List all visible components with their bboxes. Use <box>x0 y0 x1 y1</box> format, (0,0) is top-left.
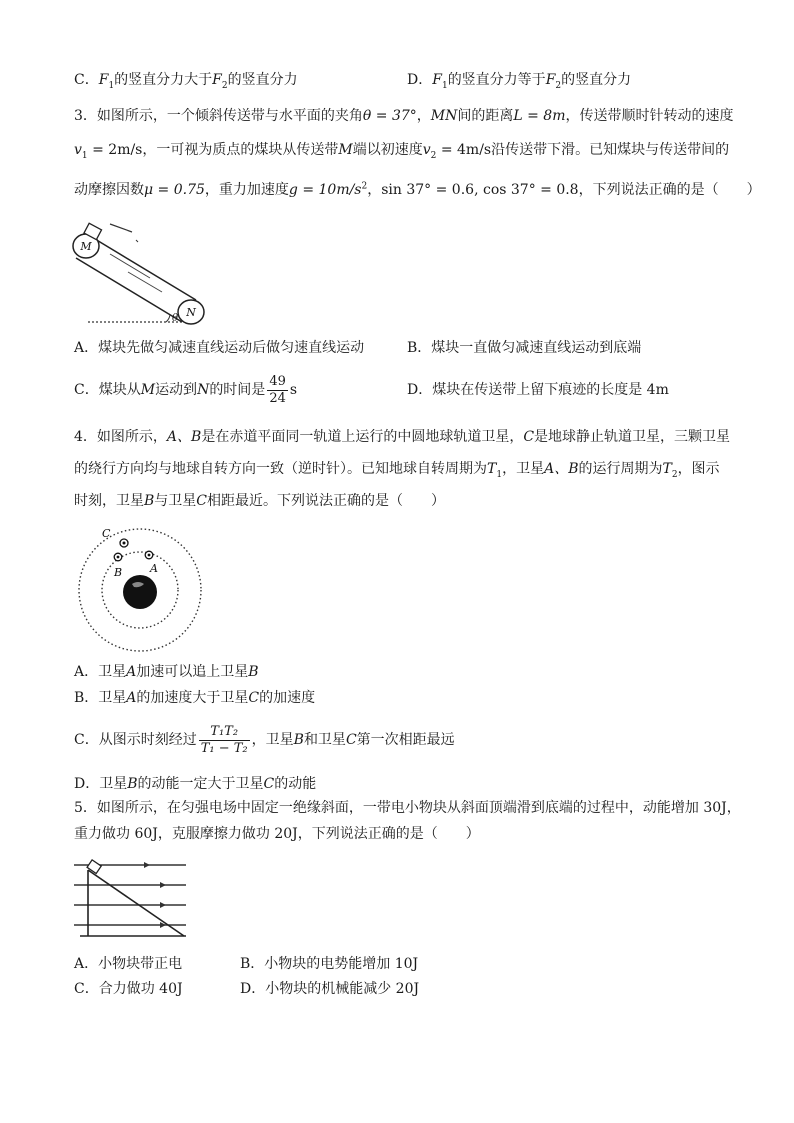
q5-option-b[interactable]: B．小物块的电势能增加 10J <box>240 956 419 972</box>
q4-stem-line3: 时刻，卫星B与卫星C相距最近。下列说法正确的是（ ） <box>74 493 446 509</box>
q3-conveyor-figure <box>70 222 220 328</box>
q3-label-m: M <box>80 240 92 253</box>
q4-option-d[interactable]: D．卫星B的动能一定大于卫星C的动能 <box>74 776 317 792</box>
q3-belt-bottom <box>76 258 182 322</box>
q4-option-c-fraction: $\frac{\text{T₁T₂}}{\text{T₁ − T₂}}$ <box>200 723 248 756</box>
q5-stem-line2: 重力做功 60J，克服摩擦力做功 20J，下列说法正确的是（ ） <box>74 826 480 842</box>
q3-stem-line2: $v_1 = 2m/s$，一可视为质点的煤块从传送带M端以初速度$v_2 = 4m/s$沿传送带下滑。已知煤块与传送带间的 <box>74 142 730 161</box>
q5-field-lines <box>74 865 186 925</box>
q3-option-a[interactable]: A．煤块先做匀减速直线运动后做匀速直线运动 <box>74 340 365 356</box>
q2-option-d[interactable]: D．$F_1$的竖直分力等于$F_2$的竖直分力 <box>407 72 632 91</box>
q4-orbit-figure <box>72 524 212 652</box>
q3-hint-line <box>110 224 132 232</box>
q3-option-b[interactable]: B．煤块一直做匀减速直线运动到底端 <box>407 340 642 356</box>
q5-incline-slope <box>88 870 184 936</box>
q5-stem-line1: 5．如图所示，在匀强电场中固定一绝缘斜面，一带电小物块从斜面顶端滑到底端的过程中，动能增加 30J， <box>74 800 741 816</box>
q3-label-n: N <box>186 306 196 319</box>
q3-option-c-fraction: $\frac{49}{24}$ <box>269 373 286 406</box>
q4-label-c: C <box>102 527 111 540</box>
q4-option-a[interactable]: A．卫星A加速可以追上卫星B <box>74 664 259 680</box>
q4-earth <box>123 575 157 609</box>
q5-option-c[interactable]: C．合力做功 40J <box>74 981 183 997</box>
q4-option-c[interactable]: C．从图示时刻经过 $\frac{\text{T₁T₂}}{\text{T₁ − T₂}}$ ，卫星B和卫星C第一次相距最远 <box>74 723 455 756</box>
q3-option-c[interactable]: C．煤块从M运动到N的时间是 $\frac{49}{24}$ s <box>74 373 298 406</box>
q2-option-c[interactable]: C．$F_1$的竖直分力大于$F_2$的竖直分力 <box>74 72 298 91</box>
q4-stem-line2: 的绕行方向均与地球自转方向一致（逆时针）。已知地球自转周期为$T_1$，卫星A、B的运行周期为$T_2$，图示 <box>74 461 720 480</box>
q3-option-d[interactable]: D．煤块在传送带上留下痕迹的长度是 4m <box>407 382 669 398</box>
q3-label-theta: θ <box>172 313 179 324</box>
q5-incline-figure <box>72 856 190 946</box>
q5-option-a[interactable]: A．小物块带正电 <box>74 956 183 972</box>
q5-option-d[interactable]: D．小物块的机械能减少 20J <box>240 981 420 997</box>
q3-stem-line3: 动摩擦因数μ = 0.75，重力加速度$g = 10m/s^2$，sin 37° = 0.6, cos 37° = 0.8，下列说法正确的是（ ） <box>74 181 761 198</box>
q4-label-b: B <box>114 566 123 579</box>
q3-stem-line1: 3．如图所示，一个倾斜传送带与水平面的夹角θ = 37°，MN间的距离L = 8m，传送带顺时针转动的速度 <box>74 108 734 124</box>
q4-label-a: A <box>150 562 158 575</box>
q3-belt-top <box>90 236 196 300</box>
q4-stem-line1: 4．如图所示，A、B是在赤道平面同一轨道上运行的中圆地球轨道卫星，C是地球静止轨道卫星，三颗卫星 <box>74 429 731 445</box>
q4-option-b[interactable]: B．卫星A的加速度大于卫星C的加速度 <box>74 690 316 706</box>
